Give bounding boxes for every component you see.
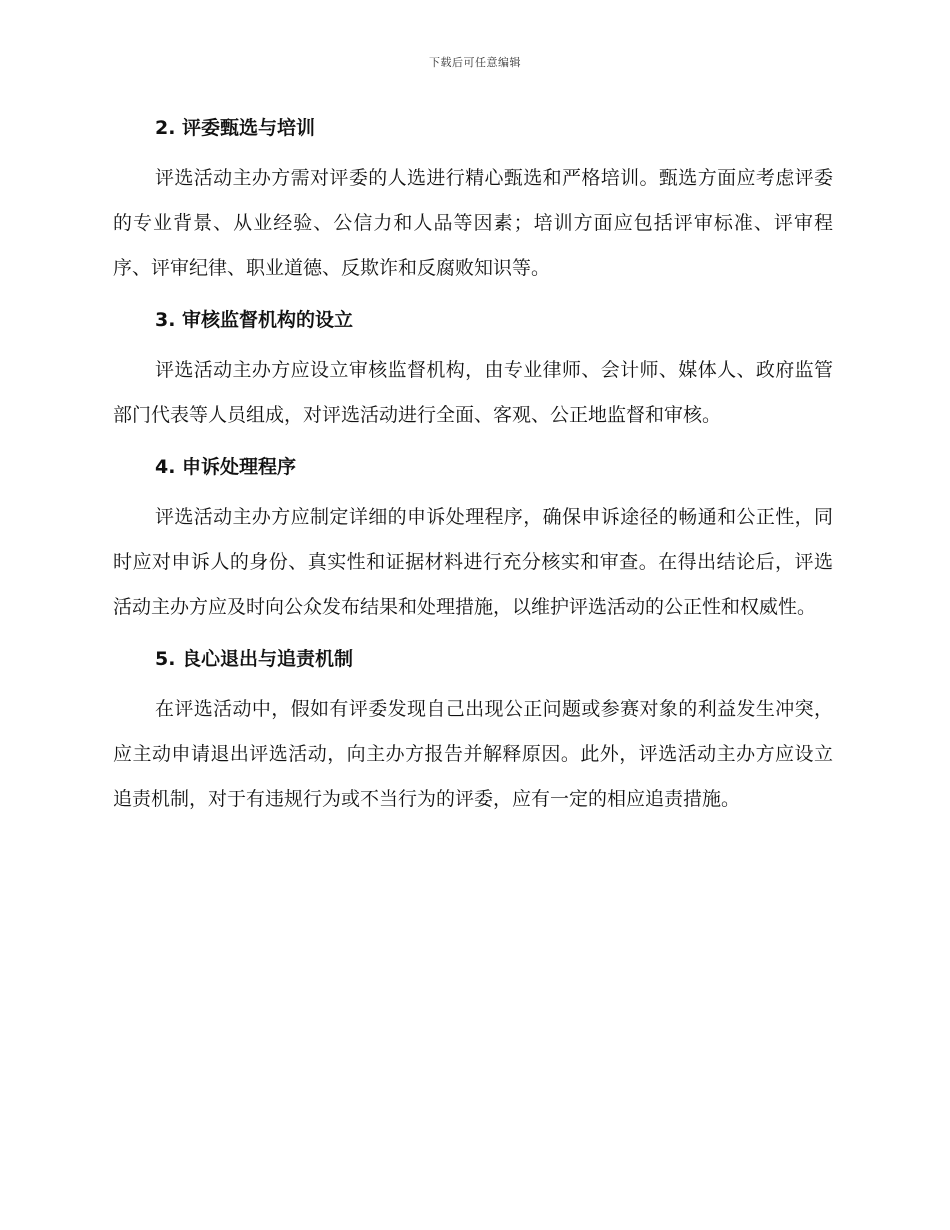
- section-paragraph: 在评选活动中，假如有评委发现自己出现公正问题或参赛对象的利益发生冲突，应主动申请退出评选活动，向主办方报告并解释原因。此外，评选活动主办方应设立追责机制，对于有违规行为或不当行为的评委，应有一定的相应追责措施。: [113, 698, 833, 810]
- section-audit-oversight: [113, 300, 833, 438]
- section-heading: 3. 审核监督机构的设立: [155, 309, 354, 331]
- section-appeal-procedure: [113, 447, 833, 630]
- section-withdrawal-accountability: [113, 639, 833, 822]
- header-note: 下载后可任意编辑: [429, 56, 521, 69]
- section-paragraph: 评选活动主办方应设立审核监督机构，由专业律师、会计师、媒体人、政府监管部门代表等人员组成，对评选活动进行全面、客观、公正地监督和审核。: [113, 359, 833, 426]
- section-heading: 2. 评委甄选与培训: [155, 117, 316, 139]
- section-judge-selection: [113, 108, 833, 291]
- section-paragraph: 评选活动主办方需对评委的人选进行精心甄选和严格培训。甄选方面应考虑评委的专业背景、从业经验、公信力和人品等因素；培训方面应包括评审标准、评审程序、评审纪律、职业道德、反欺诈和反腐败知识等。: [113, 167, 833, 279]
- document-body: [113, 108, 833, 831]
- section-heading: 4. 申诉处理程序: [155, 456, 297, 478]
- section-paragraph: 评选活动主办方应制定详细的申诉处理程序，确保申诉途径的畅通和公正性，同时应对申诉人的身份、真实性和证据材料进行充分核实和审查。在得出结论后，评选活动主办方应及时向公众发布结果和处理措施，以维护评选活动的公正性和权威性。: [113, 506, 833, 618]
- section-heading: 5. 良心退出与追责机制: [155, 648, 354, 670]
